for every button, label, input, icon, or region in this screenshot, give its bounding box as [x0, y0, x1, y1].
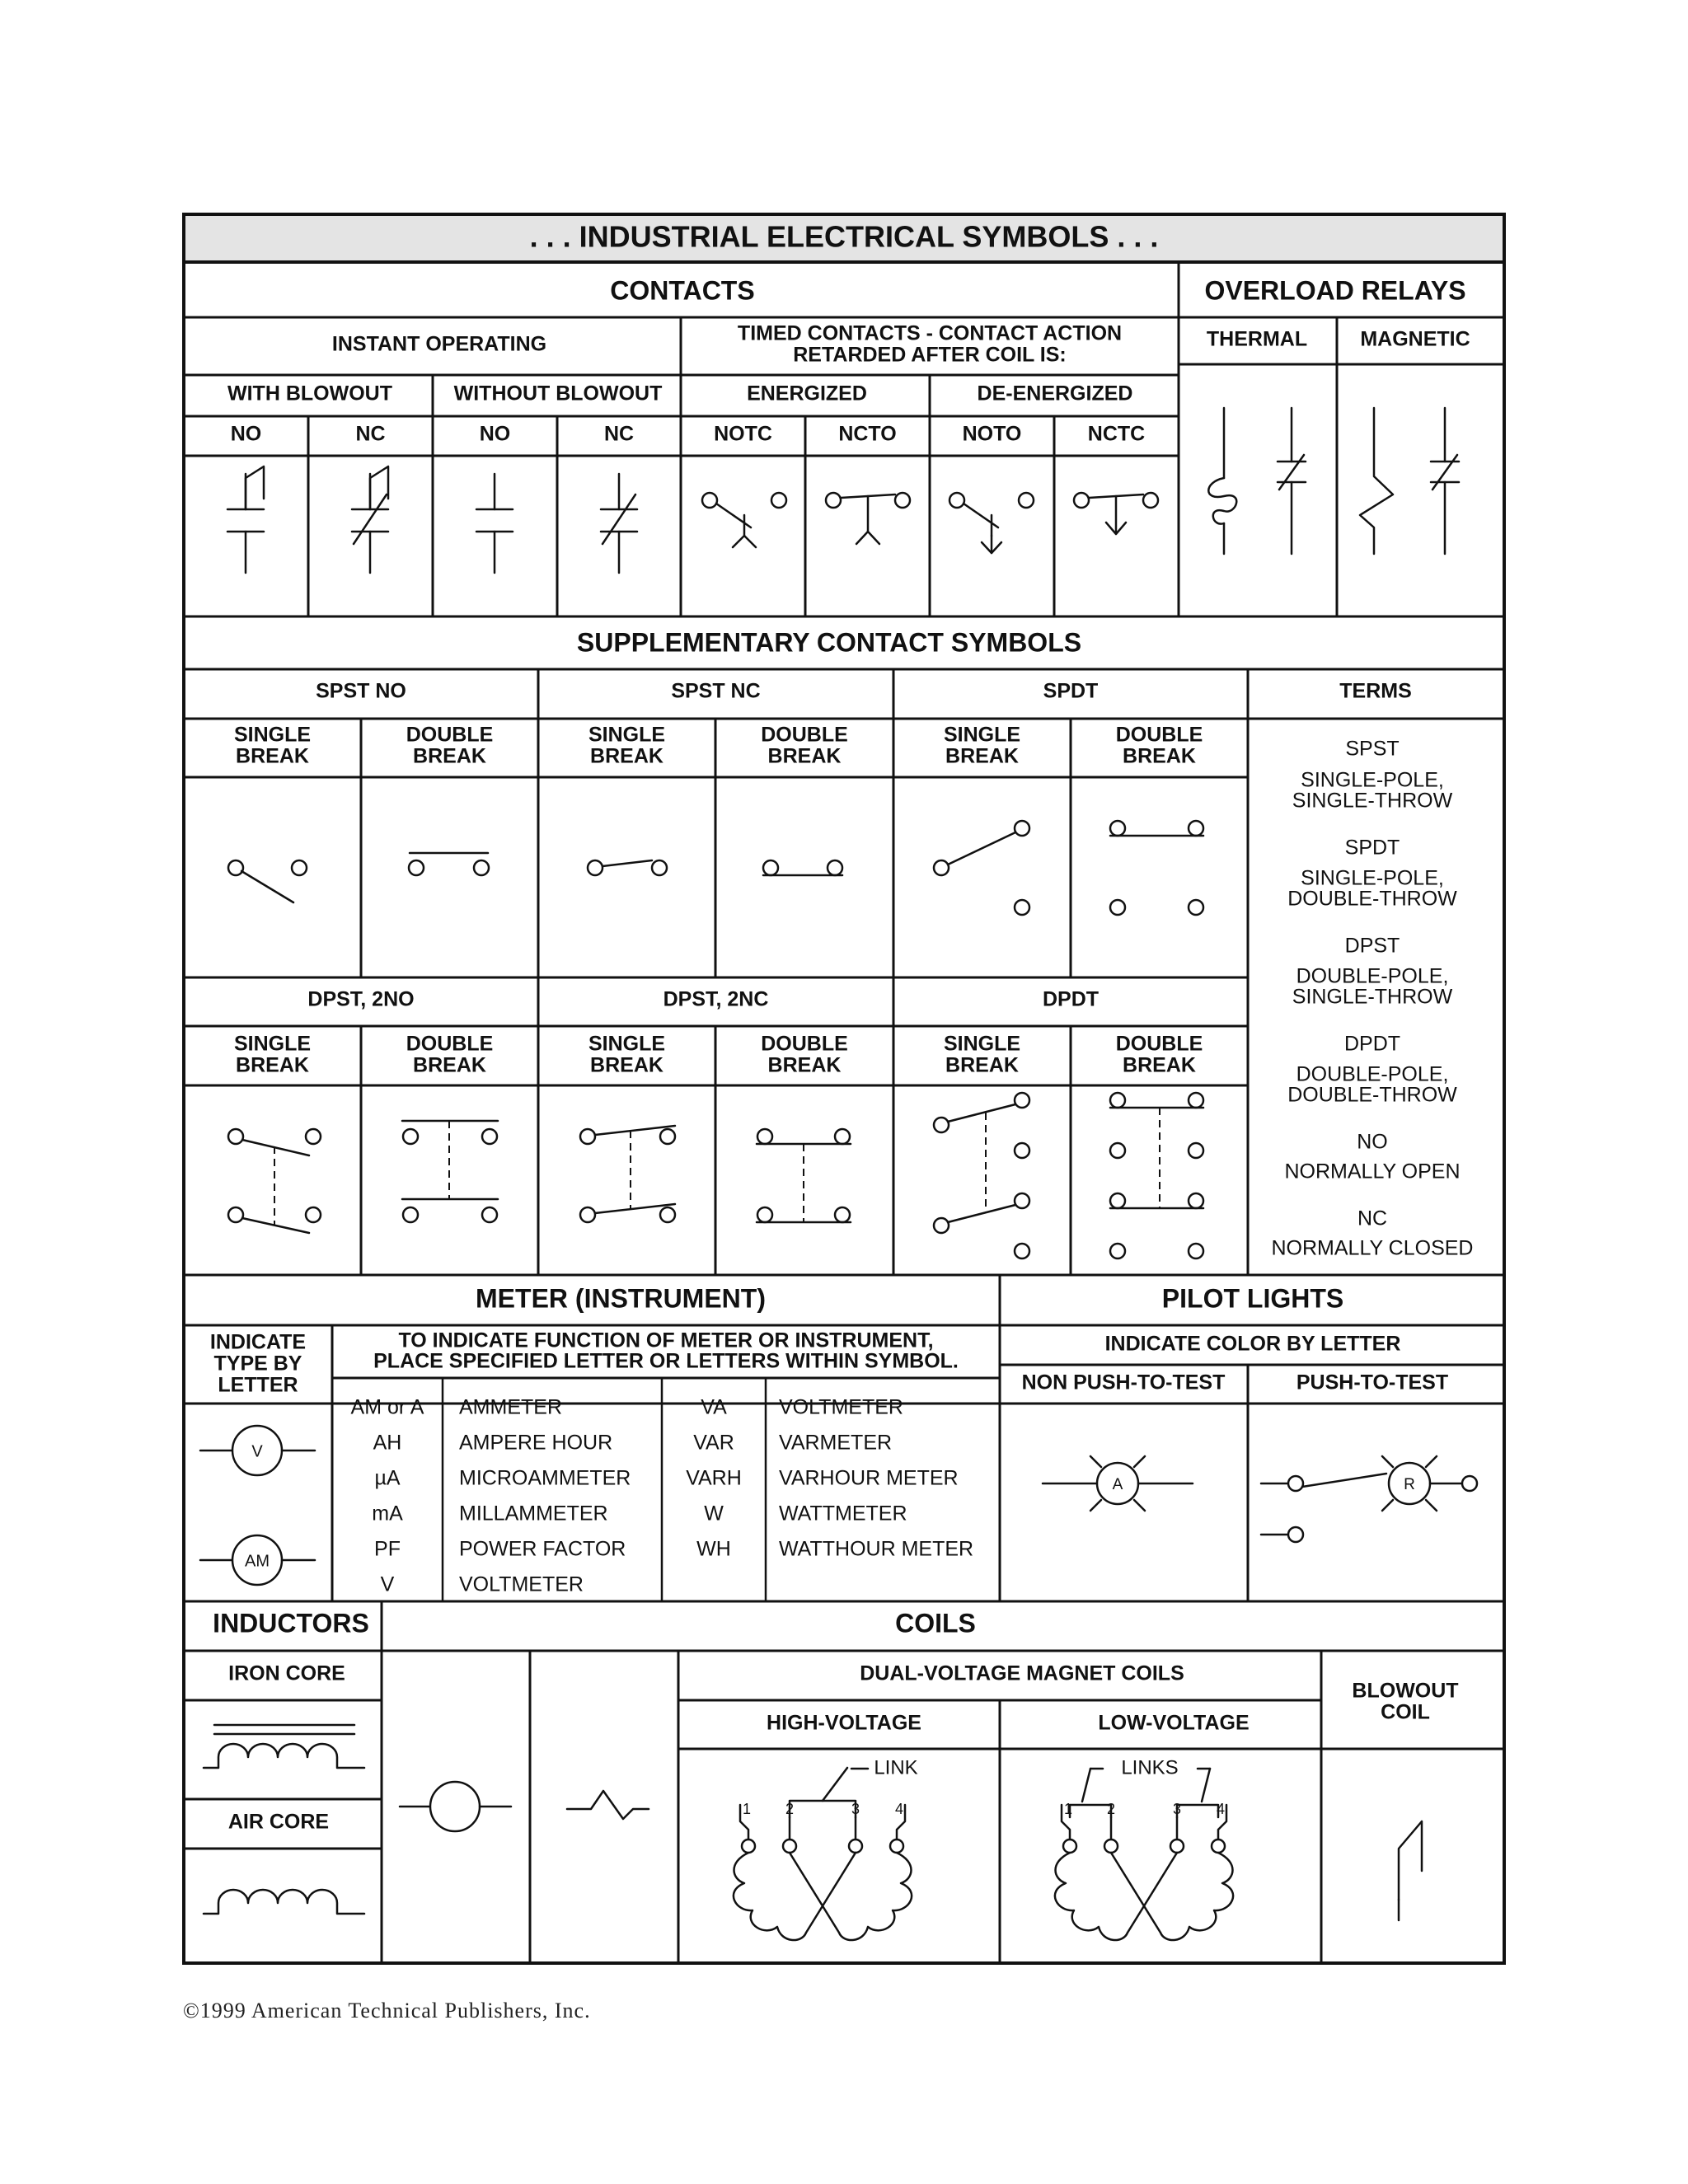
meter-code: AH — [373, 1431, 402, 1455]
term-abbr: NO — [1357, 1130, 1388, 1154]
spdt-db-terminal — [1110, 900, 1125, 915]
meter-code: µA — [374, 1466, 401, 1490]
dpdt-db-terminal — [1189, 1143, 1203, 1158]
spst-no-sb-terminal — [292, 860, 307, 875]
term-definition: SINGLE-THROW — [1292, 985, 1453, 1009]
push-terminal — [1288, 1476, 1303, 1491]
meter-code: VA — [701, 1395, 727, 1419]
break-label: BREAK — [590, 1053, 663, 1077]
terms-title: TERMS — [1339, 679, 1412, 703]
contact-column-no: NO — [230, 422, 262, 446]
coil-terminal — [1170, 1840, 1184, 1853]
dpst-2no-terminal — [228, 1207, 243, 1222]
dpdt-db-terminal — [1110, 1143, 1125, 1158]
coil-terminal — [1063, 1840, 1076, 1853]
spdt-db-terminal — [1189, 821, 1203, 836]
term-abbr: DPST — [1344, 934, 1400, 958]
break-label: DOUBLE — [406, 723, 494, 747]
pilot-lamp-label: A — [1112, 1476, 1123, 1494]
spst-nc-sb-terminal — [652, 860, 667, 875]
term-definition: DOUBLE-THROW — [1287, 1083, 1457, 1107]
with-blowout-label: WITH BLOWOUT — [227, 382, 392, 405]
indicate-type-label: INDICATE — [209, 1330, 307, 1354]
break-label: BREAK — [767, 1053, 842, 1077]
dpdt-terminal — [1015, 1143, 1029, 1158]
supplementary-title: SUPPLEMENTARY CONTACT SYMBOLS — [576, 627, 1082, 658]
coil-terminal — [849, 1840, 862, 1853]
meter-code: VAR — [693, 1431, 734, 1455]
spst-nc-db-terminal — [763, 860, 778, 875]
group-label-5: DPDT — [1042, 987, 1100, 1011]
meter-name: VOLTMETER — [459, 1572, 584, 1596]
coil-terminal — [890, 1840, 903, 1853]
term-abbr: NC — [1357, 1207, 1388, 1230]
spdt-sb-terminal — [934, 860, 949, 875]
dpst-2nc-terminal — [660, 1207, 675, 1222]
without-blowout-label: WITHOUT BLOWOUT — [453, 382, 663, 405]
break-label: SINGLE — [588, 723, 666, 747]
term-definition: SINGLE-THROW — [1292, 789, 1453, 813]
coil-terminal — [783, 1840, 796, 1853]
dpst-2nc-terminal — [580, 1129, 595, 1144]
dpdt-db-terminal — [1189, 1093, 1203, 1108]
break-label: SINGLE — [233, 723, 312, 747]
break-label: SINGLE — [233, 1032, 312, 1056]
pilot-lights-title: PILOT LIGHTS — [1161, 1283, 1344, 1314]
terminal-number: 3 — [851, 1800, 860, 1817]
term-definition: DOUBLE-POLE, — [1296, 1062, 1449, 1086]
meter-name: AMPERE HOUR — [459, 1431, 613, 1455]
terminal-number: 3 — [1172, 1800, 1182, 1817]
blowout-coil-label: BLOWOUT — [1352, 1679, 1459, 1703]
terminal-number: 4 — [894, 1800, 904, 1817]
meter-code: W — [704, 1502, 724, 1526]
meter-code: PF — [374, 1537, 401, 1561]
group-label-3: DPST, 2NO — [307, 987, 415, 1011]
spdt-sb-terminal — [1015, 900, 1029, 915]
dual-voltage-label: DUAL-VOLTAGE MAGNET COILS — [860, 1661, 1184, 1685]
term-definition: DOUBLE-THROW — [1287, 887, 1457, 911]
meter-code: AM or A — [350, 1395, 424, 1419]
coil-symbol — [430, 1782, 480, 1831]
spst-no-db-terminal — [474, 860, 489, 875]
term-definition: SINGLE-POLE, — [1301, 768, 1444, 792]
dpdt-terminal — [934, 1218, 949, 1233]
dpdt-db-terminal — [1110, 1244, 1125, 1258]
push-to-test-label: PUSH-TO-TEST — [1296, 1371, 1449, 1394]
break-label: SINGLE — [943, 1032, 1021, 1056]
dpst-2no-terminal — [306, 1207, 321, 1222]
break-label: BREAK — [236, 1053, 309, 1077]
copyright-notice: ©1999 American Technical Publishers, Inc. — [183, 1999, 591, 2022]
term-definition: NORMALLY CLOSED — [1271, 1236, 1474, 1260]
push-terminal — [1462, 1476, 1477, 1491]
inductors-title: INDUCTORS — [213, 1608, 369, 1638]
chart-title: . . . INDUSTRIAL ELECTRICAL SYMBOLS . . . — [529, 219, 1159, 254]
meter-code: VARH — [686, 1466, 742, 1490]
meter-function-label: PLACE SPECIFIED LETTER OR LETTERS WITHIN SYMBOL. — [373, 1349, 959, 1373]
magnetic-label: MAGNETIC — [1360, 327, 1470, 351]
contact-column-ncto: NCTO — [838, 422, 897, 446]
dpdt-db-terminal — [1189, 1244, 1203, 1258]
break-label: DOUBLE — [1115, 1032, 1203, 1056]
group-label-1: SPST NC — [671, 679, 761, 703]
timed-terminal — [950, 493, 964, 508]
meter-symbol-label: AM — [245, 1552, 270, 1571]
break-label: DOUBLE — [1115, 723, 1203, 747]
group-label-2: SPDT — [1043, 679, 1099, 703]
dpst-2nc-db-terminal — [835, 1207, 850, 1222]
term-definition: DOUBLE-POLE, — [1296, 964, 1449, 988]
indicate-color-label: INDICATE COLOR BY LETTER — [1104, 1332, 1401, 1356]
meter-name: POWER FACTOR — [459, 1537, 626, 1561]
dpst-2nc-db-terminal — [757, 1129, 772, 1144]
break-label: BREAK — [1123, 744, 1196, 768]
meter-name: VARHOUR METER — [779, 1466, 959, 1490]
break-label: BREAK — [413, 1053, 486, 1077]
dpdt-terminal — [1015, 1193, 1029, 1208]
terminal-number: 1 — [742, 1800, 752, 1817]
meter-function-label: TO INDICATE FUNCTION OF METER OR INSTRUMENT, — [398, 1329, 934, 1352]
break-label: DOUBLE — [761, 723, 848, 747]
coil-terminal — [742, 1840, 755, 1853]
timed-terminal — [1074, 493, 1089, 508]
terminal-number: 2 — [785, 1800, 795, 1817]
energized-label: ENERGIZED — [747, 382, 867, 405]
coil-terminal — [1212, 1840, 1225, 1853]
dpdt-db-terminal — [1110, 1093, 1125, 1108]
air-core-label: AIR CORE — [227, 1810, 330, 1834]
meter-name: VOLTMETER — [779, 1395, 903, 1419]
timed-terminal — [1019, 493, 1034, 508]
group-label-0: SPST NO — [316, 679, 406, 703]
break-label: BREAK — [945, 744, 1019, 768]
spst-nc-db-terminal — [828, 860, 842, 875]
dpst-2no-db-terminal — [482, 1129, 497, 1144]
meter-title: METER (INSTRUMENT) — [476, 1283, 766, 1314]
term-abbr: SPDT — [1344, 836, 1400, 860]
instant-operating-label: INSTANT OPERATING — [331, 332, 547, 356]
break-label: DOUBLE — [761, 1032, 848, 1056]
contact-column-notc: NOTC — [714, 422, 772, 446]
dpst-2nc-terminal — [660, 1129, 675, 1144]
spst-no-db-terminal — [409, 860, 424, 875]
de-energized-label: DE-ENERGIZED — [977, 382, 1133, 405]
timed-terminal — [895, 493, 910, 508]
timed-contacts-label-2: RETARDED AFTER COIL IS: — [793, 343, 1067, 367]
dpdt-terminal — [934, 1118, 949, 1132]
contact-column-no: NO — [479, 422, 511, 446]
dpst-2nc-db-terminal — [757, 1207, 772, 1222]
group-label-4: DPST, 2NC — [663, 987, 769, 1011]
timed-terminal — [826, 493, 841, 508]
link-label: LINK — [874, 1756, 918, 1779]
dpst-2no-db-terminal — [482, 1207, 497, 1222]
break-label: BREAK — [413, 744, 486, 768]
indicate-type-label: LETTER — [218, 1373, 298, 1397]
dpdt-db-terminal — [1189, 1193, 1203, 1208]
dpst-2no-db-terminal — [403, 1129, 418, 1144]
contact-column-nctc: NCTC — [1087, 422, 1146, 446]
break-label: BREAK — [590, 744, 663, 768]
push-terminal — [1288, 1527, 1303, 1542]
terminal-number: 4 — [1216, 1800, 1226, 1817]
timed-terminal — [1143, 493, 1158, 508]
meter-code: mA — [372, 1502, 403, 1526]
high-voltage-label: HIGH-VOLTAGE — [767, 1711, 921, 1735]
low-voltage-label: LOW-VOLTAGE — [1098, 1711, 1250, 1735]
contact-column-nc: NC — [603, 422, 635, 446]
meter-name: WATTMETER — [779, 1502, 907, 1526]
meter-code: V — [380, 1572, 395, 1596]
break-label: BREAK — [945, 1053, 1019, 1077]
meter-symbol-label: V — [251, 1442, 263, 1461]
coil-terminal — [1104, 1840, 1118, 1853]
dpdt-terminal — [1015, 1244, 1029, 1258]
terminal-number: 2 — [1106, 1800, 1116, 1817]
spdt-db-terminal — [1110, 821, 1125, 836]
dpst-2no-terminal — [306, 1129, 321, 1144]
break-label: SINGLE — [588, 1032, 666, 1056]
blowout-coil-label: COIL — [1381, 1700, 1430, 1724]
dpst-2nc-terminal — [580, 1207, 595, 1222]
term-abbr: SPST — [1345, 737, 1400, 761]
terminal-number: 1 — [1063, 1800, 1073, 1817]
spst-no-sb-terminal — [228, 860, 243, 875]
contacts-title: CONTACTS — [610, 275, 755, 306]
indicate-type-label: TYPE BY — [213, 1352, 302, 1376]
break-label: BREAK — [236, 744, 309, 768]
meter-name: MICROAMMETER — [459, 1466, 631, 1490]
meter-name: WATTHOUR METER — [779, 1537, 974, 1561]
non-push-to-test-label: NON PUSH-TO-TEST — [1021, 1371, 1226, 1394]
spst-nc-sb-terminal — [588, 860, 603, 875]
meter-name: VARMETER — [779, 1431, 893, 1455]
term-definition: SINGLE-POLE, — [1301, 866, 1444, 890]
spdt-sb-terminal — [1015, 821, 1029, 836]
overload-relays-title: OVERLOAD RELAYS — [1204, 275, 1466, 306]
dpst-2nc-db-terminal — [835, 1129, 850, 1144]
meter-code: WH — [696, 1537, 731, 1561]
pilot-lamp-label: R — [1404, 1476, 1415, 1494]
timed-contacts-label-1: TIMED CONTACTS - CONTACT ACTION — [737, 321, 1123, 345]
break-label: DOUBLE — [406, 1032, 494, 1056]
break-label: SINGLE — [943, 723, 1021, 747]
dpst-2no-db-terminal — [403, 1207, 418, 1222]
meter-name: AMMETER — [459, 1395, 562, 1419]
iron-core-label: IRON CORE — [228, 1661, 345, 1685]
coils-title: COILS — [895, 1608, 976, 1638]
dpdt-db-terminal — [1110, 1193, 1125, 1208]
contact-column-nc: NC — [355, 422, 386, 446]
contact-column-noto: NOTO — [962, 422, 1022, 446]
dpst-2no-terminal — [228, 1129, 243, 1144]
term-definition: NORMALLY OPEN — [1284, 1160, 1461, 1183]
timed-terminal — [771, 493, 786, 508]
break-label: BREAK — [767, 744, 842, 768]
meter-name: MILLAMMETER — [459, 1502, 608, 1526]
break-label: BREAK — [1123, 1053, 1196, 1077]
spdt-db-terminal — [1189, 900, 1203, 915]
links-label: LINKS — [1121, 1756, 1179, 1779]
term-abbr: DPDT — [1343, 1032, 1401, 1056]
thermal-label: THERMAL — [1206, 327, 1308, 351]
dpdt-terminal — [1015, 1093, 1029, 1108]
timed-terminal — [702, 493, 717, 508]
